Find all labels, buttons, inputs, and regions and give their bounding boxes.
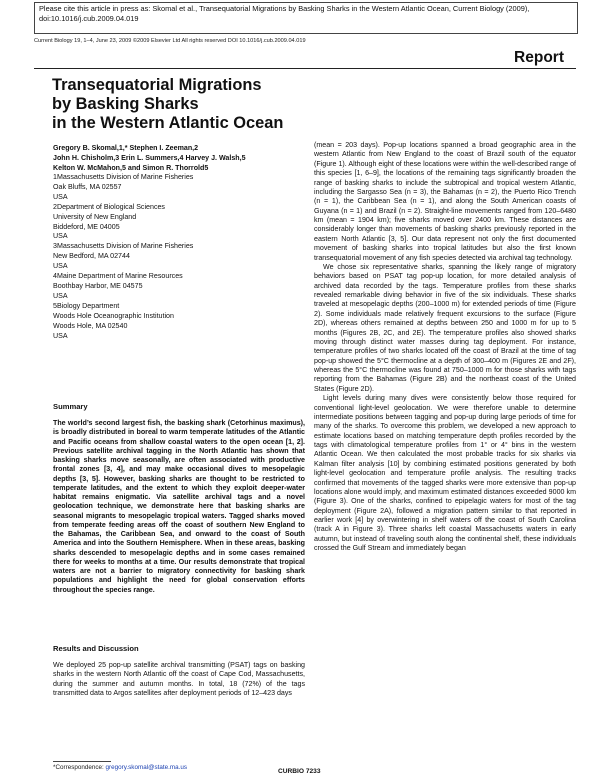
- paragraph-2: We chose six representative sharks, spanning the likely range of migratory behaviors based on PSAT tag pop-up location, for more detailed analysis of archived data recorded by the tags. Temperature profiles from these sharks revealed remarkable diving behavior in five of the six individuals. These sharks traveled at mesopelagic depths (200–1000 m) for extended periods of time (Figure 2). Some individuals made relatively frequent excursions to the surface (Figure 2D), whereas others remained at depths between 250 and 1000 m for up to 5 months (Figures 2B, 2C, and 2E). The temperature profiles also showed sharks moving through distinct water masses during tag deployment. For instance, temperature profiles of two sharks located off the coast of Brazil at the time of tag pop-up showed the 5°C thermocline at a depth of 300–400 m (Figures 2E and 2F), whereas the 5°C thermocline was found at 750–1000 m for those sharks with tags reporting from the Bahamas (Figure 2B) and the northeast coast of the United States (Figure 2D).: [314, 262, 576, 393]
- affiliation-line: USA: [53, 262, 68, 271]
- results-text: We deployed 25 pop-up satellite archival transmitting (PSAT) tags on basking sharks in the western North Atlantic off the coast of Cape Cod, Massachusetts, during the summer and autumn months. In total, 18 (72%) of the tags transmitted data to Argos satellites after deployment periods of 12–423 days: [53, 661, 305, 697]
- title-line-1: Transequatorial Migrations: [52, 76, 262, 94]
- author-list: [53, 143, 303, 174]
- footnote-rule: [53, 761, 111, 762]
- author-line-1: Gregory B. Skomal,1,* Stephen I. Zeeman,2: [53, 144, 199, 152]
- affiliation-line: USA: [53, 331, 68, 340]
- citation-text: Please cite this article in press as: Skomal et al., Transequatorial Migrations by Basking Sharks in the Western Atlantic Ocean, Current Biology (2009), doi:10.1016/j.cub.2009.04.019: [39, 4, 530, 23]
- footnote-label: *Correspondence:: [53, 764, 106, 771]
- affiliation-line: Biddeford, ME 04005: [53, 222, 120, 231]
- author-line-2: John H. Chisholm,3 Erin L. Summers,4 Harvey J. Walsh,5: [53, 154, 246, 163]
- right-column: [314, 141, 576, 554]
- affiliation-line: New Bedford, MA 02744: [53, 252, 130, 261]
- author-line-3: Kelton W. McMahon,5 and Simon R. Thorrold5: [53, 164, 209, 173]
- correspondence-footnote: [53, 764, 187, 771]
- affiliation-1: [53, 173, 303, 203]
- title-line-3: in the Western Atlantic Ocean: [52, 114, 284, 132]
- affiliation-line: 3Massachusetts Division of Marine Fisheries: [53, 242, 194, 251]
- affiliation-line: Oak Bluffs, MA 02557: [53, 182, 122, 191]
- summary-heading: Summary: [53, 402, 88, 411]
- correspondence-email-link[interactable]: gregory.skomal@state.ma.us: [105, 764, 188, 771]
- citation-notice: [34, 2, 578, 34]
- affiliation-line: 4Maine Department of Marine Resources: [53, 272, 183, 281]
- affiliation-line: USA: [53, 192, 68, 201]
- page-code: CURBIO 7233: [278, 768, 321, 775]
- affiliation-4: [53, 272, 303, 302]
- section-label: Report: [514, 49, 564, 66]
- affiliation-line: 1Massachusetts Division of Marine Fisheries: [53, 173, 194, 181]
- article-title: [52, 76, 332, 133]
- affiliation-5: [53, 302, 303, 342]
- affiliation-line: Woods Hole, MA 02540: [53, 321, 128, 330]
- journal-line: Current Biology 19, 1–4, June 23, 2009 ©2009 Elsevier Ltd All rights reserved DOI 10.1016/j.cub.2009.04.019: [34, 38, 306, 44]
- affiliation-2: [53, 203, 303, 243]
- affiliation-line: 2Department of Biological Sciences: [53, 202, 165, 211]
- affiliation-line: 5Biology Department: [53, 301, 120, 310]
- paragraph-1: (mean = 203 days). Pop-up locations spanned a broad geographic area in the western Atlantic from New England to the coast of Brazil south of the equator (Figure 1). Although eight of these locations were within the well-described range of this species [1, 6–9], the locations of the remaining tags significantly broaden the range of basking sharks to include the subtropical and tropical western Atlantic, including the Sargasso Sea (n = 3), the Bahamas (n = 2), the Puerto Rico Trench (n = 1), the Caribbean Sea (n = 1), and along the South American coasts of Guyana (n = 1) and Brazil (n = 2). Straight-line movements ranged from 120–6480 km (mean = 1904 km); five sharks moved over 2400 km. These distances are considerably longer than movements of basking sharks previously reported in the eastern North Atlantic [3, 5]. Our data represent not only the first documented movement of basking sharks into tropical latitudes but also the first known transequatorial movement of any fish species detected via archival tag technology.: [314, 141, 576, 262]
- affiliation-line: USA: [53, 291, 68, 300]
- title-line-2: by Basking Sharks: [52, 95, 199, 113]
- affiliation-line: Boothbay Harbor, ME 04575: [53, 281, 143, 290]
- affiliation-line: Woods Hole Oceanographic Institution: [53, 311, 174, 320]
- summary-text: The world’s second largest fish, the basking shark (Cetorhinus maximus), is broadly distributed in boreal to warm temperate latitudes of the Atlantic and Pacific oceans from shallow coastal waters to the open ocean [1, 2]. Previous satellite archival tagging in the North Atlantic has shown that basking sharks move seasonally, are often associated with productive frontal zones [3, 4], and may make occasional dives to mesopelagic depths [3, 5]. However, basking sharks are thought to be restricted to temperate latitudes, and the extent to which they exploit deeper-water habitat remains enigmatic. Via satellite archival tags and a novel geolocation technique, we demonstrate here that basking sharks are seasonal migrants to mesopelagic tropical waters. Tagged sharks moved from temperate feeding areas off the coast of southern New England to the Bahamas, the Caribbean Sea, and onward to the coast of South America and into the Southern Hemisphere. When in these areas, basking sharks descended to mesopelagic depths and in some cases remained there for weeks to months at a time. Our results demonstrate that tropical waters are not a barrier to migratory connectivity for basking shark populations and highlight the need for global conservation efforts throughout the species range.: [53, 419, 305, 594]
- header-rule: [34, 68, 576, 69]
- paragraph-3: Light levels during many dives were consistently below those required for conventional light-level geolocation. We were therefore unable to determine intermediate positions between tagging and pop-up during large periods of time for many of the sharks. To overcome this problem, we developed a new approach to estimate locations based on matching temperature depth profiles recorded by the tags with climatological temperature profiles from 1° or 4° bins in the western Atlantic Ocean. We then calculated the most probable tracks for six sharks via Kalman filter analysis [10] by combining estimated positions generated by both light-level geolocation and temperature profile analysis. The resulting tracks confirmed that movements of the tagged sharks were more extensive than pop-up locations alone would imply, and maximum estimated distances exceeded 9000 km (Figure 3). One of the sharks, confined to epipelagic waters for most of the tag deployment (Figure 2A), followed a migration pattern similar to that reported in earlier work [4] by overwintering in shelf waters off the coast of South Carolina (track A in Figure 3). Three sharks left coastal Massachusetts waters in early autumn, but instead of traveling south along the continental shelf, these individuals crossed the Gulf Stream and immediately began: [314, 394, 576, 553]
- affiliation-line: USA: [53, 232, 68, 241]
- affiliation-line: University of New England: [53, 212, 137, 221]
- affiliation-3: [53, 242, 303, 272]
- affiliations: [53, 173, 303, 341]
- results-heading: Results and Discussion: [53, 644, 139, 653]
